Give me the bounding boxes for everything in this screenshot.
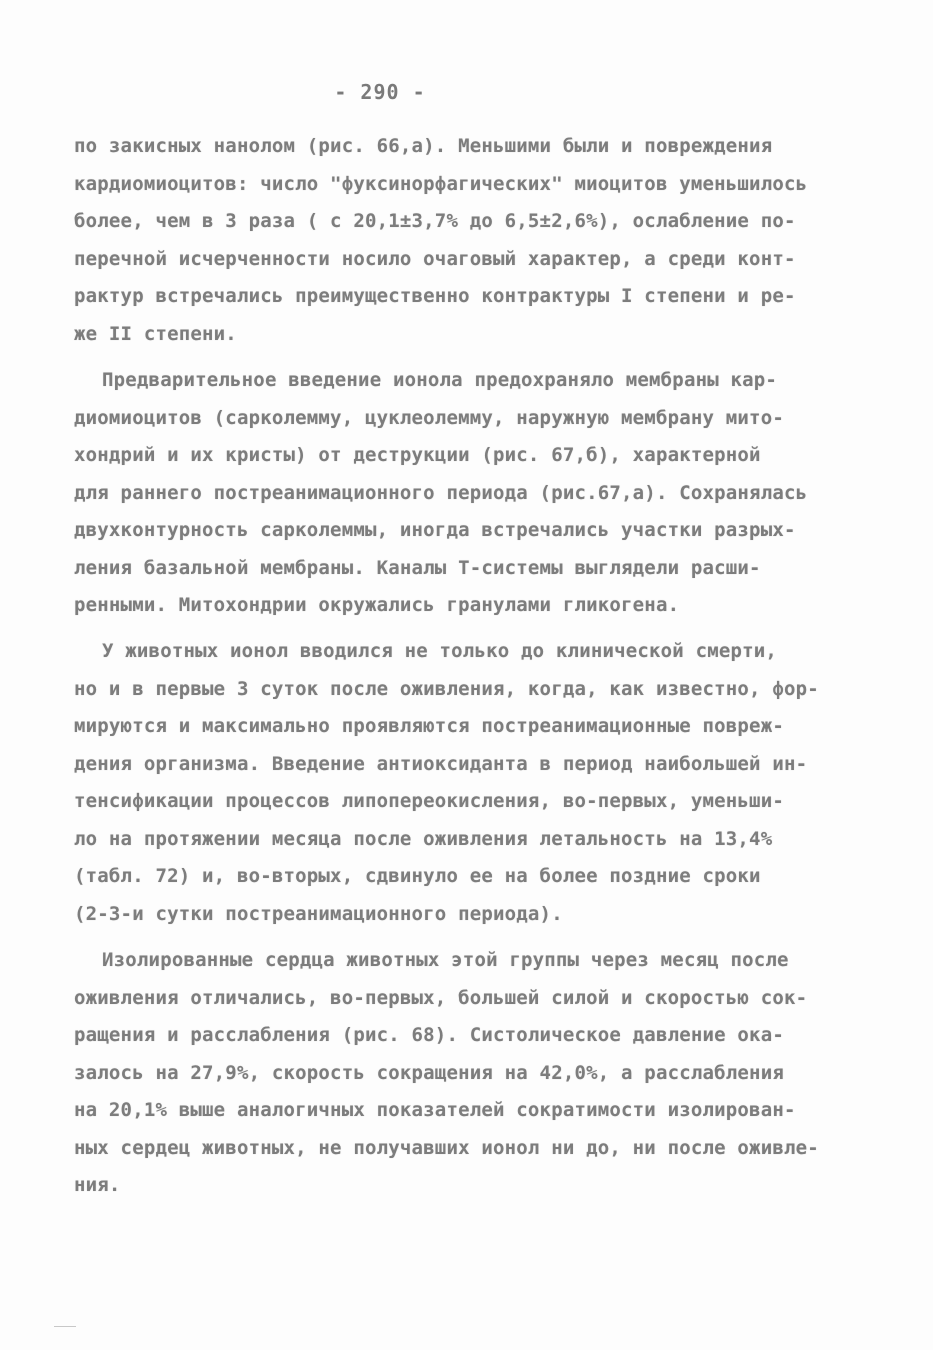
paragraph-line: У животных ионол вводился не только до клинической смерти, — [102, 640, 778, 662]
paragraph-line: тенсификации процессов липопереокисления, во-первых, уменьши- — [74, 790, 784, 812]
paragraph-line: ных сердец животных, не получавших ионол ни до, ни после оживле- — [74, 1136, 819, 1159]
paragraph-line: ращения и расслабления (рис. 68). Систолическое давление ока- — [74, 1024, 784, 1046]
paragraph-line: ло на протяжении месяца после оживления летальность на 13,4% — [74, 827, 773, 850]
paragraph-line: хондрий и их кристы) от деструкции (рис. 67,б), характерной — [74, 444, 761, 466]
paragraph-line: для раннего постреанимационного периода (рис.67,а). Сохранялась — [74, 481, 808, 504]
paragraph-line: но и в первые 3 суток после оживления, когда, как известно, фор- — [74, 677, 819, 700]
paragraph-line: по закисных нанолом (рис. 66,а). Меньшими были и повреждения — [74, 135, 773, 157]
paragraph-line: рактур встречались преимущественно контрактуры I степени и ре- — [74, 285, 796, 307]
paragraph-line: ренными. Митохондрии окружались гранулами гликогена. — [74, 594, 680, 616]
paragraph-line: залось на 27,9%, скорость сокращения на 42,0%, а расслабления — [74, 1061, 784, 1084]
paragraph-line: более, чем в 3 раза ( с 20,1±3,7% до 6,5±2,6%), ослабление по- — [74, 210, 796, 232]
page-number: - 290 - — [334, 80, 426, 104]
paragraph-line: Изолированные сердца животных этой группы через месяц после — [102, 949, 789, 971]
paragraph-2 — [74, 362, 834, 625]
paragraph-line: перечной исчерченности носило очаговый характер, а среди конт- — [74, 247, 796, 270]
paragraph-line: же II степени. — [74, 322, 237, 345]
paragraph-1 — [74, 128, 834, 353]
paragraph-line: Предварительное введение ионола предохраняло мембраны кар- — [102, 369, 778, 391]
paragraph-line: ления базальной мембраны. Каналы Т-системы выглядели расши- — [74, 556, 761, 579]
paragraph-line: кардиомиоцитов: число "фуксинорфагических" миоцитов уменьшилось — [74, 172, 808, 195]
paragraph-line: ния. — [74, 1174, 121, 1196]
margin-mark — [54, 1326, 76, 1327]
paragraph-3 — [74, 633, 834, 933]
paragraph-line: (табл. 72) и, во-вторых, сдвинуло ее на более поздние сроки — [74, 865, 761, 887]
paragraph-line: дения организма. Введение антиоксиданта в период наибольшей ин- — [74, 752, 808, 775]
paragraph-line: оживления отличались, во-первых, большей силой и скоростью сок- — [74, 986, 808, 1009]
paragraph-line: (2-3-и сутки постреанимационного периода). — [74, 902, 563, 925]
paragraph-line: двухконтурность сарколеммы, иногда встречались участки разрых- — [74, 519, 796, 541]
paragraph-line: мируются и максимально проявляются постреанимационные повреж- — [74, 715, 784, 737]
paragraph-line: на 20,1% выше аналогичных показателей сократимости изолирован- — [74, 1099, 796, 1121]
paragraph-line: диомиоцитов (сарколемму, цуклеолемму, наружную мембрану мито- — [74, 406, 784, 429]
paragraph-4 — [74, 942, 834, 1205]
